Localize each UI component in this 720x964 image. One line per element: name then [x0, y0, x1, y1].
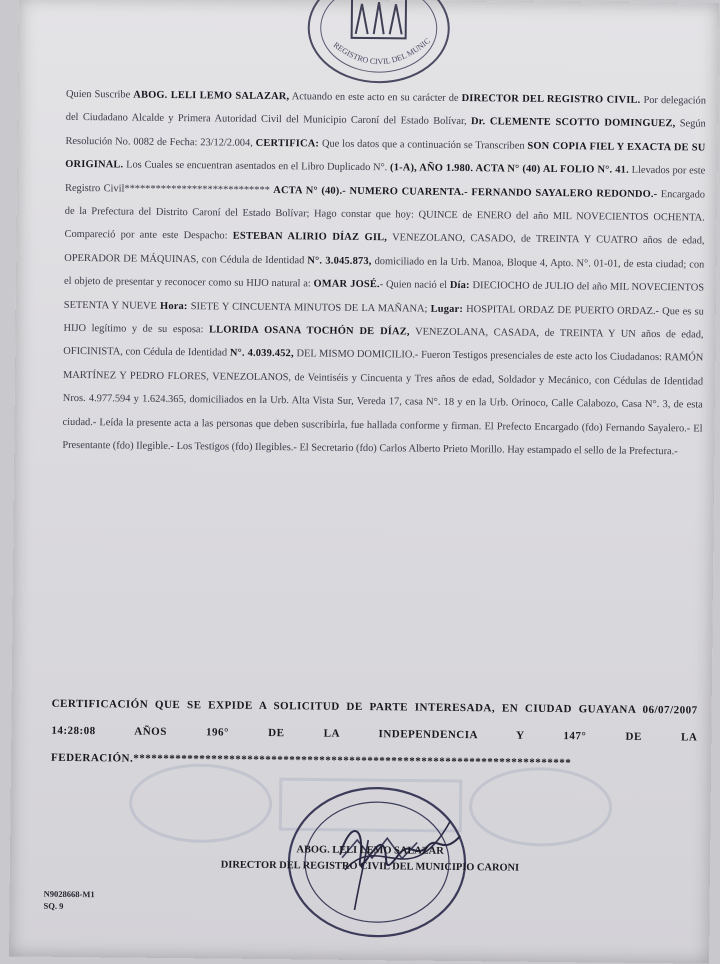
hora-label: Hora: — [160, 300, 188, 312]
copia-fiel-label: SON COPIA FIEL Y EXACTA DE SU ORIGINAL. — [65, 140, 706, 171]
body-text-1a: Actuando en este acto en su carácter de — [289, 91, 462, 105]
body-intro: Quien Suscribe — [65, 88, 134, 101]
body-text-2f: SIETE Y CINCUENTA MINUTOS DE LA MAÑANA; — [187, 300, 431, 315]
body-text-1c: Según Resolución No. 0082 de Fecha: 23/12/2.004, — [65, 118, 706, 149]
body-text-1b: Por delegación del Ciudadano Alcalde y Primera Autoridad Civil del Municipio Caroní del Estado Bolívar, — [65, 94, 707, 128]
body-text-2a: Encargado de la Prefectura del Distrito Caroní del Estado Bolívar; Hago constar que hoy: QUINCE de ENERO del año MIL NOVECIENTOS OCHENTA. Compareció por ante este Despacho: — [64, 188, 706, 243]
top-seal-stamp — [303, 0, 454, 89]
body-text-1d: Que los datos que a continuación se Transcriben — [319, 138, 528, 152]
body-text-2d: - Quien nació el — [379, 279, 450, 292]
body-text-2i: DEL MISMO DOMICILIO.- Fueron Testigos presenciales de este acto los Ciudadanos: RAMÓN MARTÍNEZ Y PEDRO FLORES, VENEZOLANOS, de Veintiséis y Cincuenta y Tres años de edad, Soldador y Mecánico, con Cédulas de Identidad Nros. 4.977.594 y 1.624.365, domiciliados en la Urb. Alta Vista Sur, Vereda 17, casa N°. 18 y en la Urb. Orinoco, Calle Calabozo, Casa N°. 3, de esta ciudad.- Leída la presente acta a las personas que deben suscribirla, fue hallada conforme y firman. El Prefecto Encargado (fdo) Fernando Sayalero.- El Presentante (fdo) Ilegible.- Los Testigos (fdo) Ilegibles.- El Secretario (fdo) Carlos Alberto Prieto Morillo. Hay estampado el sello de la Prefectura.- — [62, 348, 704, 458]
signer-title-footer: DIRECTOR DEL REGISTRO CIVIL DEL MUNICIPIO CARONI — [220, 859, 520, 874]
cedula-mother: N°. 4.039.452, — [229, 348, 294, 360]
signature-block — [170, 841, 570, 877]
body-text-2h: VENEZOLANA, CASADA, de TREINTA Y UN años de edad, OFICINISTA, con Cédula de Identidad — [63, 326, 704, 360]
body-text-1e: Los Cuales se encuentran asentados en el Libro Duplicado N°. — [123, 159, 391, 174]
acta-heading: ACTA N° (40).- NUMERO CUARENTA.- FERNANDO SAYALERO REDONDO.- — [273, 184, 658, 200]
signer-name: ABOG. LELI LEMO SALAZAR, — [133, 89, 290, 103]
body-text-2g: HOSPITAL ORDAZ DE PUERTO ORDAZ.- Que es su HIJO legítimo y de su esposa: — [63, 303, 704, 336]
body-text-1f: Llevados por este Registro Civil**************************** — [64, 164, 706, 196]
top-seal-text: REGISTRO CIVIL DEL MUNICIPIO — [331, 36, 432, 67]
certification-statement: CERTIFICACIÓN QUE SE EXPIDE A SOLICITUD DE PARTE INTERESADA, EN CIUDAD GUAYANA 06/07/2007 14:28:08 AÑOS 196° DE LA INDEPENDENCIA Y 147° DE LA FEDERACIÓN.************************************************************************* — [51, 697, 698, 770]
document-code — [43, 888, 94, 913]
compareciente-name: ESTEBAN ALIRIO DÍAZ GIL, — [232, 231, 388, 244]
mother-name: LLORIDA OSANA TOCHÓN DE DÍAZ, — [208, 324, 410, 338]
libro-reference: (1-A), AÑO 1.980. ACTA N° (40) AL FOLIO N°. 41. — [390, 162, 629, 176]
document-code-line-2: SQ. 9 — [43, 900, 64, 911]
cedula-father: N°. 3.045.873, — [307, 255, 372, 267]
certifica-label: CERTIFICA: — [255, 137, 320, 150]
alcalde-name: Dr. CLEMENTE SCOTTO DOMINGUEZ, — [470, 116, 676, 130]
document-page — [9, 0, 719, 964]
child-name: OMAR JOSÉ. — [313, 278, 380, 291]
body-text-2c: domiciliado en la Urb. Manoa, Bloque 4, Apto. N°. 01-01, de esta ciudad; con el objeto de presentar y reconocer como su HIJO natural a: — [64, 255, 705, 290]
document-code-line-1: N9028668-M1 — [43, 888, 95, 900]
signer-name-footer: ABOG. LELI LEMO SALAZAR — [296, 844, 444, 857]
body-text-2b: VENEZOLANO, CASADO, de TREINTA Y CUATRO años de edad, OPERADOR DE MÁQUINAS, con Cédula de Identidad — [64, 232, 705, 267]
director-title: DIRECTOR DEL REGISTRO CIVIL. — [461, 93, 641, 106]
certificate-body — [62, 83, 706, 464]
lugar-label: Lugar: — [430, 303, 464, 315]
body-text-2e: DIECIOCHO de JULIO del año MIL NOVECIENTOS SETENTA Y NUEVE — [63, 280, 705, 312]
dia-label: Día: — [449, 280, 470, 292]
